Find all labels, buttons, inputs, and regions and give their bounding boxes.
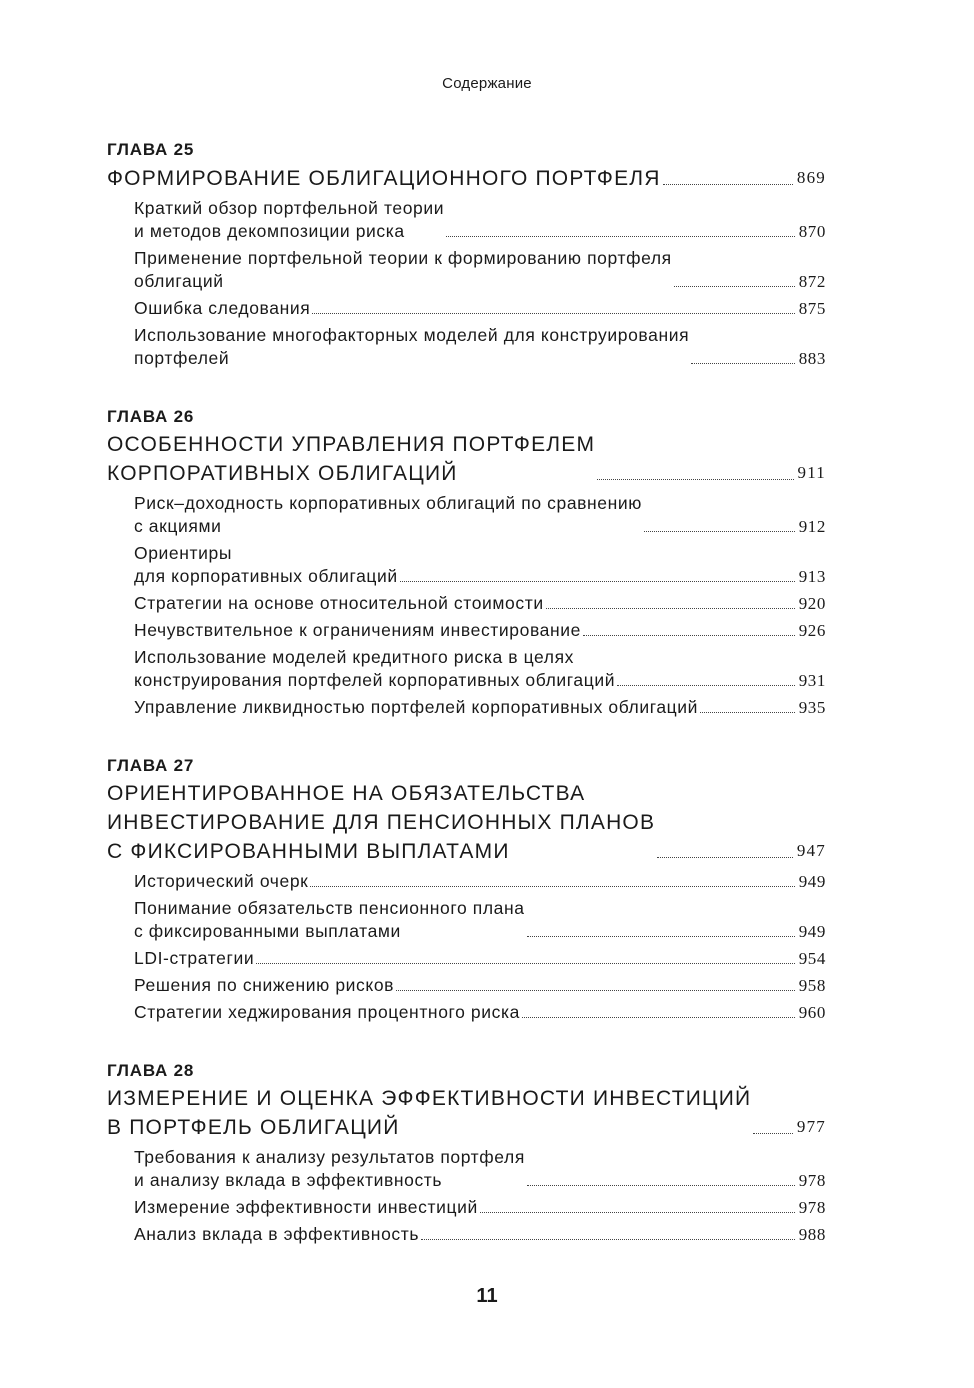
dot-leader bbox=[644, 531, 795, 532]
section-title: Риск–доходность корпоративных облигаций по сравнению с акциями bbox=[134, 493, 643, 536]
section-title: Использование моделей кредитного риска в целях конструирования портфелей корпоративных облигаций bbox=[134, 647, 616, 690]
dot-leader bbox=[546, 608, 795, 609]
chapter-28 bbox=[107, 1058, 826, 1246]
chapter-title: ОСОБЕННОСТИ УПРАВЛЕНИЯ ПОРТФЕЛЕМ КОРПОРАТИВНЫХ ОБЛИГАЦИЙ bbox=[107, 433, 596, 485]
section-title: Ошибка следования bbox=[134, 298, 311, 318]
page-number: 931 bbox=[798, 671, 826, 690]
dot-leader bbox=[583, 635, 795, 636]
page-number: 920 bbox=[798, 594, 826, 613]
section-title: Использование многофакторных моделей для конструирования портфелей bbox=[134, 325, 690, 368]
chapter-label: ГЛАВА 25 bbox=[107, 140, 195, 159]
section-entry[interactable] bbox=[134, 974, 826, 997]
dot-leader bbox=[400, 581, 795, 582]
page-number: 978 bbox=[798, 1171, 826, 1190]
section-title: LDI-стратегии bbox=[134, 948, 255, 968]
section-title: Исторический очерк bbox=[134, 871, 309, 891]
section-entry[interactable] bbox=[134, 247, 826, 293]
section-title: Управление ликвидностью портфелей корпоративных облигаций bbox=[134, 697, 699, 717]
section-entry[interactable] bbox=[134, 646, 826, 692]
section-title: Краткий обзор портфельной теории и методов декомпозиции риска bbox=[134, 198, 445, 241]
dot-leader bbox=[663, 184, 793, 185]
section-entry[interactable] bbox=[134, 696, 826, 719]
section-entry[interactable] bbox=[134, 324, 826, 370]
page-number: 954 bbox=[798, 949, 826, 968]
section-entry[interactable] bbox=[134, 1196, 826, 1219]
chapter-title-entry[interactable] bbox=[107, 779, 826, 866]
dot-leader bbox=[446, 236, 795, 237]
page-number: 947 bbox=[796, 841, 826, 860]
chapter-title-entry[interactable] bbox=[107, 1084, 826, 1142]
chapter-label: ГЛАВА 26 bbox=[107, 407, 195, 426]
chapter-title-entry[interactable] bbox=[107, 163, 826, 193]
section-title: Стратегии на основе относительной стоимости bbox=[134, 593, 544, 613]
page-number: 958 bbox=[798, 976, 826, 995]
chapter-26 bbox=[107, 404, 826, 719]
section-title: Измерение эффективности инвестиций bbox=[134, 1197, 478, 1217]
section-entry[interactable] bbox=[134, 592, 826, 615]
dot-leader bbox=[657, 857, 793, 858]
page-number: 872 bbox=[798, 272, 826, 291]
dot-leader bbox=[597, 479, 793, 480]
dot-leader bbox=[527, 1185, 795, 1186]
page-number: 875 bbox=[798, 299, 826, 318]
chapter-title: ИЗМЕРЕНИЕ И ОЦЕНКА ЭФФЕКТИВНОСТИ ИНВЕСТИЦИЙ В ПОРТФЕЛЬ ОБЛИГАЦИЙ bbox=[107, 1087, 752, 1139]
chapter-label: ГЛАВА 27 bbox=[107, 756, 195, 775]
dot-leader bbox=[700, 712, 795, 713]
page-number: 870 bbox=[798, 222, 826, 241]
dot-leader bbox=[674, 286, 795, 287]
page-number: 911 bbox=[797, 463, 826, 482]
section-title: Применение портфельной теории к формированию портфеля облигаций bbox=[134, 248, 672, 291]
dot-leader bbox=[527, 936, 795, 937]
section-entry[interactable] bbox=[134, 1146, 826, 1192]
dot-leader bbox=[396, 990, 795, 991]
dot-leader bbox=[312, 313, 794, 314]
dot-leader bbox=[421, 1239, 795, 1240]
chapter-title: ОРИЕНТИРОВАННОЕ НА ОБЯЗАТЕЛЬСТВА ИНВЕСТИРОВАНИЕ ДЛЯ ПЕНСИОННЫХ ПЛАНОВ С ФИКСИРОВАННЫМИ ВЫПЛАТАМИ bbox=[107, 782, 656, 863]
section-entry[interactable] bbox=[134, 197, 826, 243]
section-title: Понимание обязательств пенсионного плана с фиксированными выплатами bbox=[134, 898, 525, 941]
page-number: 977 bbox=[796, 1117, 826, 1136]
section-entry[interactable] bbox=[134, 870, 826, 893]
dot-leader bbox=[691, 363, 795, 364]
chapter-27 bbox=[107, 753, 826, 1024]
running-head: Содержание bbox=[442, 75, 532, 92]
dot-leader bbox=[753, 1133, 793, 1134]
page-number: 960 bbox=[798, 1003, 826, 1022]
section-entry[interactable] bbox=[134, 492, 826, 538]
page-number: 988 bbox=[798, 1225, 826, 1244]
section-title: Решения по снижению рисков bbox=[134, 975, 395, 995]
page-number: 935 bbox=[798, 698, 826, 717]
page-number: 912 bbox=[798, 517, 826, 536]
page-number: 978 bbox=[798, 1198, 826, 1217]
section-title: Стратегии хеджирования процентного риска bbox=[134, 1002, 520, 1022]
chapter-25 bbox=[107, 137, 826, 370]
section-entry[interactable] bbox=[134, 297, 826, 320]
section-entry[interactable] bbox=[134, 542, 826, 588]
chapter-title: ФОРМИРОВАНИЕ ОБЛИГАЦИОННОГО ПОРТФЕЛЯ bbox=[107, 167, 661, 190]
page-number: 913 bbox=[798, 567, 826, 586]
section-entry[interactable] bbox=[134, 619, 826, 642]
chapter-label: ГЛАВА 28 bbox=[107, 1061, 195, 1080]
dot-leader bbox=[522, 1017, 795, 1018]
section-entry[interactable] bbox=[134, 947, 826, 970]
section-entry[interactable] bbox=[134, 897, 826, 943]
page-number: 926 bbox=[798, 621, 826, 640]
section-entry[interactable] bbox=[134, 1223, 826, 1246]
section-title: Ориентиры для корпоративных облигаций bbox=[134, 543, 398, 586]
table-of-contents bbox=[107, 137, 826, 1280]
dot-leader bbox=[310, 886, 794, 887]
section-title: Требования к анализу результатов портфеля и анализу вклада в эффективность bbox=[134, 1147, 525, 1190]
page-number: 883 bbox=[798, 349, 826, 368]
section-title: Анализ вклада в эффективность bbox=[134, 1224, 420, 1244]
dot-leader bbox=[617, 685, 795, 686]
page-number: 949 bbox=[798, 872, 826, 891]
dot-leader bbox=[480, 1212, 795, 1213]
dot-leader bbox=[256, 963, 794, 964]
section-entry[interactable] bbox=[134, 1001, 826, 1024]
section-title: Нечувствительное к ограничениям инвестирование bbox=[134, 620, 581, 640]
page-folio: 11 bbox=[476, 1285, 498, 1307]
page-number: 949 bbox=[798, 922, 826, 941]
chapter-title-entry[interactable] bbox=[107, 430, 826, 488]
page-number: 869 bbox=[796, 168, 826, 187]
